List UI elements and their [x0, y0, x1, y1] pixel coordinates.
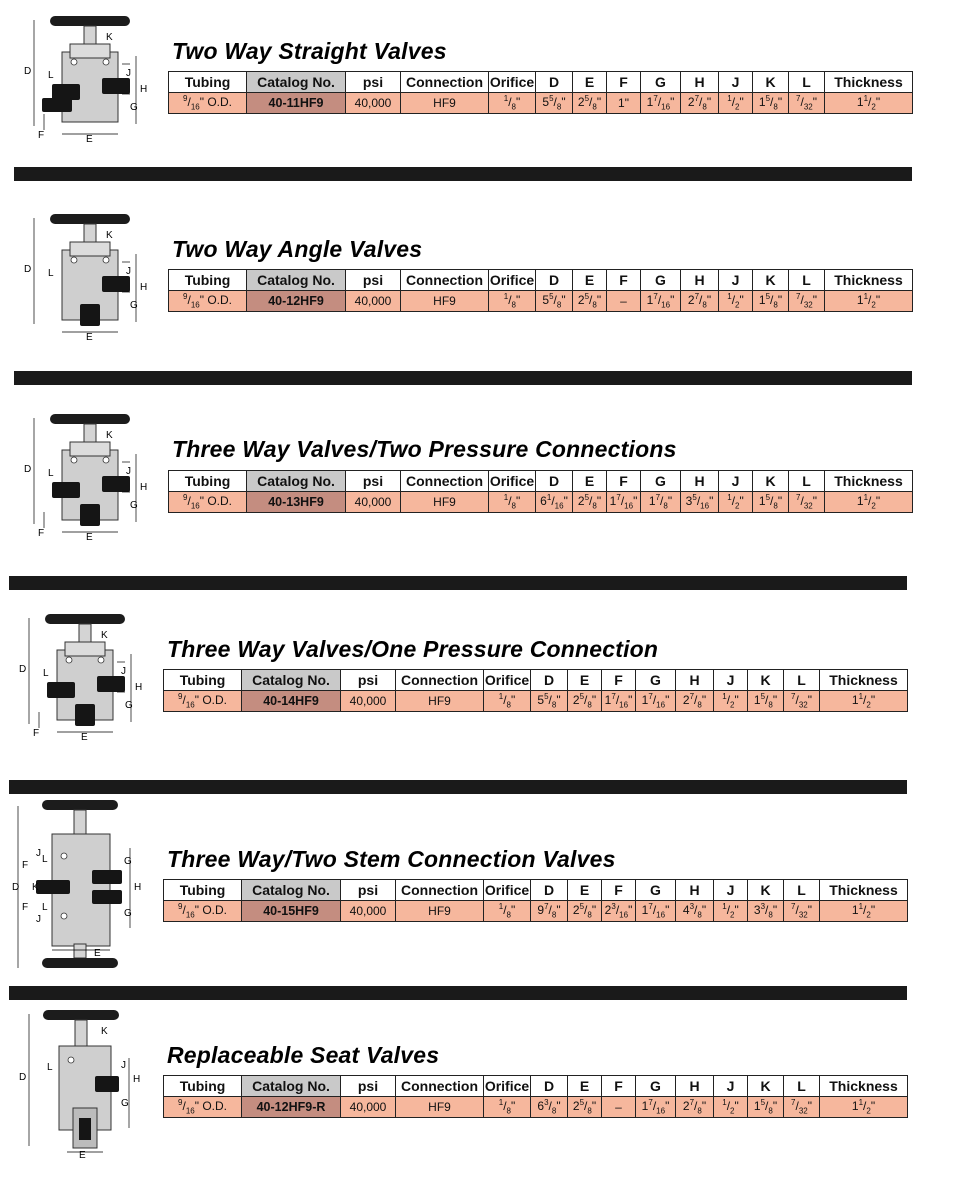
- dimension-label: E: [86, 532, 93, 543]
- column-header-connection: Connection: [396, 880, 484, 901]
- bolt-hole: [98, 657, 104, 663]
- column-header-j: J: [714, 670, 748, 691]
- port-fitting: [92, 890, 122, 904]
- port-fitting: [80, 304, 100, 326]
- valve-diagram: [22, 14, 162, 144]
- dimension-label: G: [125, 700, 133, 711]
- port-fitting: [52, 482, 80, 498]
- bonnet: [70, 242, 110, 256]
- cell-catalog-no: 40-15HF9: [242, 901, 341, 922]
- dimension-label: D: [12, 882, 20, 893]
- cell-d: $6^1/_{16}$": [536, 492, 573, 513]
- dimension-label: D: [19, 1072, 27, 1083]
- column-header-thickness: Thickness: [825, 471, 913, 492]
- cell-k: $1^5/_8$": [753, 291, 789, 312]
- table-header-row: [169, 471, 913, 492]
- dimension-label: K: [106, 430, 113, 441]
- column-header-e: E: [568, 1076, 602, 1097]
- dimension-label: L: [42, 854, 48, 865]
- dimension-label: K: [101, 630, 108, 641]
- column-header-catalog-no: Catalog No.: [247, 270, 346, 291]
- table-row: [169, 492, 913, 513]
- column-header-thickness: Thickness: [825, 72, 913, 93]
- cell-e: $2^5/_8$": [573, 291, 607, 312]
- column-header-g: G: [641, 471, 681, 492]
- port-fitting: [47, 682, 75, 698]
- cell-k: $1^5/_8$": [753, 492, 789, 513]
- cell-d: $5^5/_8$": [536, 291, 573, 312]
- column-header-j: J: [714, 1076, 748, 1097]
- cell-thickness: $1^1/_2$": [825, 492, 913, 513]
- column-header-f: F: [602, 1076, 636, 1097]
- cell-d: $5^5/_8$": [536, 93, 573, 114]
- column-header-orifice: Orifice: [489, 270, 536, 291]
- cell-l: $^7/_{32}$": [789, 93, 825, 114]
- column-header-e: E: [573, 270, 607, 291]
- cell-psi: 40,000: [341, 1097, 396, 1118]
- column-header-d: D: [531, 1076, 568, 1097]
- column-header-l: L: [784, 880, 820, 901]
- cell-d: $9^7/_8$": [531, 901, 568, 922]
- cell-e: $2^5/_8$": [568, 1097, 602, 1118]
- port-fitting: [92, 870, 122, 884]
- dimension-label: J: [121, 666, 126, 677]
- cell-tubing: $^9/_{16}$" O.D.: [169, 93, 247, 114]
- table-header-row: [169, 72, 913, 93]
- bolt-hole: [103, 457, 109, 463]
- cell-connection: HF9: [396, 901, 484, 922]
- dimension-label: L: [48, 70, 54, 81]
- dimension-label: F: [38, 130, 45, 141]
- column-header-h: H: [681, 471, 719, 492]
- cell-catalog-no: 40-14HF9: [242, 691, 341, 712]
- valve-diagram: [22, 212, 162, 342]
- column-header-d: D: [536, 270, 573, 291]
- cell-l: $^7/_{32}$": [789, 492, 825, 513]
- cell-f: $2^3/_{16}$": [602, 901, 636, 922]
- column-header-f: F: [607, 270, 641, 291]
- column-header-connection: Connection: [396, 670, 484, 691]
- section-title: Two Way Angle Valves: [172, 236, 423, 262]
- dimension-label: L: [43, 668, 49, 679]
- cell-catalog-no: 40-12HF9: [247, 291, 346, 312]
- cell-l: $^7/_{32}$": [784, 1097, 820, 1118]
- table-header-row: [164, 1076, 908, 1097]
- column-header-f: F: [607, 471, 641, 492]
- cell-e: $2^5/_8$": [568, 691, 602, 712]
- dimension-label: E: [79, 1150, 86, 1158]
- column-header-catalog-no: Catalog No.: [247, 471, 346, 492]
- column-header-psi: psi: [346, 471, 401, 492]
- dimension-label: G: [124, 908, 132, 919]
- column-header-f: F: [607, 72, 641, 93]
- column-header-tubing: Tubing: [164, 670, 242, 691]
- column-header-catalog-no: Catalog No.: [242, 1076, 341, 1097]
- cell-orifice: $^1/_8$": [489, 291, 536, 312]
- port-fitting: [97, 676, 125, 692]
- cell-k: $1^5/_8$": [748, 691, 784, 712]
- cell-tubing: $^9/_{16}$" O.D.: [169, 291, 247, 312]
- cell-connection: HF9: [396, 1097, 484, 1118]
- dimension-label: J: [121, 1060, 126, 1071]
- column-header-thickness: Thickness: [820, 670, 908, 691]
- column-header-j: J: [714, 880, 748, 901]
- section-divider: [9, 780, 907, 794]
- cell-l: $^7/_{32}$": [784, 901, 820, 922]
- column-header-psi: psi: [341, 880, 396, 901]
- cell-d: $6^3/_8$": [531, 1097, 568, 1118]
- column-header-psi: psi: [341, 1076, 396, 1097]
- column-header-k: K: [753, 72, 789, 93]
- column-header-thickness: Thickness: [820, 1076, 908, 1097]
- table-header-row: [164, 880, 908, 901]
- cell-f: $1^7/_{16}$": [602, 691, 636, 712]
- column-header-catalog-no: Catalog No.: [242, 880, 341, 901]
- column-header-k: K: [753, 471, 789, 492]
- port-fitting: [75, 704, 95, 726]
- column-header-k: K: [748, 1076, 784, 1097]
- column-header-e: E: [568, 670, 602, 691]
- column-header-tubing: Tubing: [169, 270, 247, 291]
- dimension-label: H: [140, 482, 148, 493]
- cell-g: $1^7/_8$": [641, 492, 681, 513]
- cell-j: $^1/_2$": [714, 691, 748, 712]
- port-fitting: [102, 78, 130, 94]
- cell-thickness: $1^1/_2$": [825, 291, 913, 312]
- dimension-label: E: [94, 948, 101, 959]
- column-header-orifice: Orifice: [489, 72, 536, 93]
- bonnet: [70, 44, 110, 58]
- column-header-tubing: Tubing: [169, 72, 247, 93]
- cell-catalog-no: 40-11HF9: [247, 93, 346, 114]
- dimension-label: K: [32, 882, 39, 893]
- handle-bar: [45, 614, 125, 624]
- column-header-e: E: [573, 72, 607, 93]
- bolt-hole: [61, 913, 67, 919]
- column-header-f: F: [602, 670, 636, 691]
- cell-l: $^7/_{32}$": [784, 691, 820, 712]
- cell-j: $^1/_2$": [719, 93, 753, 114]
- column-header-h: H: [676, 880, 714, 901]
- column-header-connection: Connection: [401, 471, 489, 492]
- column-header-e: E: [568, 880, 602, 901]
- column-header-connection: Connection: [396, 1076, 484, 1097]
- section-divider: [14, 371, 912, 385]
- column-header-g: G: [641, 72, 681, 93]
- cell-e: $2^5/_8$": [573, 492, 607, 513]
- bolt-hole: [71, 59, 77, 65]
- cell-g: $1^7/_{16}$": [636, 691, 676, 712]
- cell-h: $2^7/_8$": [681, 93, 719, 114]
- dimension-label: L: [48, 468, 54, 479]
- table-row: [169, 93, 913, 114]
- section-divider: [9, 576, 907, 590]
- cell-f: $1^7/_{16}$": [607, 492, 641, 513]
- handle-bar: [50, 16, 130, 26]
- column-header-g: G: [636, 880, 676, 901]
- dimension-label: G: [121, 1098, 129, 1109]
- dimension-label: F: [38, 528, 45, 539]
- dimension-label: G: [130, 102, 138, 113]
- cell-h: $2^7/_8$": [681, 291, 719, 312]
- cell-orifice: $^1/_8$": [484, 691, 531, 712]
- dimension-label: G: [124, 856, 132, 867]
- dimension-label: J: [126, 68, 131, 79]
- bolt-hole: [103, 257, 109, 263]
- cell-h: $2^7/_8$": [676, 1097, 714, 1118]
- cell-k: $1^5/_8$": [753, 93, 789, 114]
- cell-orifice: $^1/_8$": [484, 1097, 531, 1118]
- column-header-catalog-no: Catalog No.: [247, 72, 346, 93]
- column-header-thickness: Thickness: [820, 880, 908, 901]
- cell-catalog-no: 40-12HF9-R: [242, 1097, 341, 1118]
- bonnet: [65, 642, 105, 656]
- dimension-label: L: [47, 1062, 53, 1073]
- column-header-tubing: Tubing: [164, 880, 242, 901]
- column-header-catalog-no: Catalog No.: [242, 670, 341, 691]
- cell-f: –: [602, 1097, 636, 1118]
- section-divider: [14, 167, 912, 181]
- spec-table: [163, 879, 908, 922]
- cell-tubing: $^9/_{16}$" O.D.: [164, 901, 242, 922]
- valve-diagram: [17, 1008, 157, 1158]
- port-fitting: [102, 476, 130, 492]
- port-fitting: [36, 880, 70, 894]
- column-header-thickness: Thickness: [825, 270, 913, 291]
- handle-bar: [50, 214, 130, 224]
- handle-bar: [42, 958, 118, 968]
- column-header-j: J: [719, 270, 753, 291]
- column-header-j: J: [719, 72, 753, 93]
- cell-g: $1^7/_{16}$": [636, 901, 676, 922]
- column-header-f: F: [602, 880, 636, 901]
- section-divider: [9, 986, 907, 1000]
- column-header-g: G: [636, 1076, 676, 1097]
- dimension-label: D: [24, 66, 32, 77]
- column-header-l: L: [789, 72, 825, 93]
- port-fitting: [42, 98, 72, 112]
- bolt-hole: [103, 59, 109, 65]
- cell-orifice: $^1/_8$": [484, 901, 531, 922]
- column-header-g: G: [636, 670, 676, 691]
- column-header-d: D: [536, 471, 573, 492]
- cell-psi: 40,000: [346, 492, 401, 513]
- dimension-label: D: [24, 264, 32, 275]
- section-title: Replaceable Seat Valves: [167, 1042, 440, 1068]
- cell-tubing: $^9/_{16}$" O.D.: [164, 1097, 242, 1118]
- dimension-label: L: [48, 268, 54, 279]
- spec-table: [168, 269, 913, 312]
- column-header-j: J: [719, 471, 753, 492]
- cell-h: $2^7/_8$": [676, 691, 714, 712]
- dimension-label: J: [126, 266, 131, 277]
- dimension-label: H: [140, 84, 148, 95]
- port-fitting: [52, 84, 80, 100]
- table-row: [164, 1097, 908, 1118]
- cell-connection: HF9: [401, 492, 489, 513]
- column-header-k: K: [748, 670, 784, 691]
- cell-thickness: $1^1/_2$": [825, 93, 913, 114]
- column-header-connection: Connection: [401, 270, 489, 291]
- handle-bar: [43, 1010, 119, 1020]
- table-header-row: [169, 270, 913, 291]
- seat-port: [79, 1118, 91, 1140]
- cell-orifice: $^1/_8$": [489, 492, 536, 513]
- cell-psi: 40,000: [346, 93, 401, 114]
- bolt-hole: [71, 457, 77, 463]
- cell-psi: 40,000: [341, 691, 396, 712]
- cell-thickness: $1^1/_2$": [820, 691, 908, 712]
- cell-catalog-no: 40-13HF9: [247, 492, 346, 513]
- dimension-label: G: [130, 500, 138, 511]
- column-header-psi: psi: [341, 670, 396, 691]
- column-header-orifice: Orifice: [484, 880, 531, 901]
- column-header-h: H: [676, 1076, 714, 1097]
- column-header-orifice: Orifice: [489, 471, 536, 492]
- column-header-l: L: [789, 270, 825, 291]
- valve-stem: [74, 944, 86, 958]
- column-header-e: E: [573, 471, 607, 492]
- column-header-orifice: Orifice: [484, 670, 531, 691]
- dimension-label: L: [42, 902, 48, 913]
- dimension-label: E: [86, 332, 93, 342]
- handle-bar: [42, 800, 118, 810]
- dimension-label: J: [36, 914, 41, 925]
- cell-j: $^1/_2$": [714, 901, 748, 922]
- dimension-label: E: [86, 134, 93, 144]
- valve-diagram: [12, 798, 162, 978]
- table-row: [164, 691, 908, 712]
- cell-h: $4^3/_8$": [676, 901, 714, 922]
- cell-tubing: $^9/_{16}$" O.D.: [164, 691, 242, 712]
- cell-thickness: $1^1/_2$": [820, 1097, 908, 1118]
- port-fitting: [102, 276, 130, 292]
- column-header-connection: Connection: [401, 72, 489, 93]
- column-header-d: D: [531, 670, 568, 691]
- cell-f: –: [607, 291, 641, 312]
- column-header-psi: psi: [346, 270, 401, 291]
- dimension-label: K: [106, 32, 113, 43]
- column-header-d: D: [531, 880, 568, 901]
- handle-bar: [50, 414, 130, 424]
- cell-j: $^1/_2$": [714, 1097, 748, 1118]
- spec-table: [163, 1075, 908, 1118]
- cell-h: $3^5/_{16}$": [681, 492, 719, 513]
- column-header-l: L: [784, 670, 820, 691]
- table-header-row: [164, 670, 908, 691]
- cell-thickness: $1^1/_2$": [820, 901, 908, 922]
- dimension-label: D: [24, 464, 32, 475]
- valve-stem: [74, 810, 86, 836]
- section-title: Three Way/Two Stem Connection Valves: [167, 846, 616, 872]
- cell-tubing: $^9/_{16}$" O.D.: [169, 492, 247, 513]
- cell-k: $3^3/_8$": [748, 901, 784, 922]
- cell-psi: 40,000: [346, 291, 401, 312]
- cell-connection: HF9: [401, 93, 489, 114]
- cell-j: $^1/_2$": [719, 291, 753, 312]
- port-fitting: [95, 1076, 119, 1092]
- bolt-hole: [71, 257, 77, 263]
- column-header-h: H: [681, 270, 719, 291]
- bolt-hole: [66, 657, 72, 663]
- column-header-k: K: [748, 880, 784, 901]
- dimension-label: J: [36, 848, 41, 859]
- dimension-label: H: [134, 882, 142, 893]
- spec-table: [168, 470, 913, 513]
- column-header-h: H: [676, 670, 714, 691]
- dimension-label: K: [101, 1026, 108, 1037]
- cell-g: $1^7/_{16}$": [641, 93, 681, 114]
- cell-orifice: $^1/_8$": [489, 93, 536, 114]
- cell-connection: HF9: [396, 691, 484, 712]
- bonnet: [70, 442, 110, 456]
- dimension-label: F: [22, 902, 29, 913]
- dimension-label: F: [22, 860, 29, 871]
- cell-d: $5^5/_8$": [531, 691, 568, 712]
- dimension-label: H: [140, 282, 148, 293]
- dimension-label: H: [133, 1074, 141, 1085]
- bolt-hole: [61, 853, 67, 859]
- cell-f: 1": [607, 93, 641, 114]
- dimension-label: D: [19, 664, 27, 675]
- section-title: Three Way Valves/Two Pressure Connections: [172, 436, 677, 462]
- port-fitting: [80, 504, 100, 526]
- valve-stem: [75, 1020, 87, 1046]
- dimension-label: K: [106, 230, 113, 241]
- dimension-label: H: [135, 682, 143, 693]
- cell-connection: HF9: [401, 291, 489, 312]
- table-row: [169, 291, 913, 312]
- cell-g: $1^7/_{16}$": [636, 1097, 676, 1118]
- cell-e: $2^5/_8$": [568, 901, 602, 922]
- column-header-l: L: [789, 471, 825, 492]
- column-header-tubing: Tubing: [169, 471, 247, 492]
- column-header-k: K: [753, 270, 789, 291]
- cell-e: $2^5/_8$": [573, 93, 607, 114]
- column-header-tubing: Tubing: [164, 1076, 242, 1097]
- bolt-hole: [68, 1057, 74, 1063]
- cell-g: $1^7/_{16}$": [641, 291, 681, 312]
- dimension-label: G: [130, 300, 138, 311]
- dimension-label: E: [81, 732, 88, 743]
- spec-table: [163, 669, 908, 712]
- cell-psi: 40,000: [341, 901, 396, 922]
- cell-j: $^1/_2$": [719, 492, 753, 513]
- column-header-h: H: [681, 72, 719, 93]
- table-row: [164, 901, 908, 922]
- spec-table: [168, 71, 913, 114]
- valve-diagram: [22, 412, 162, 547]
- cell-l: $^7/_{32}$": [789, 291, 825, 312]
- section-title: Two Way Straight Valves: [172, 38, 447, 64]
- valve-diagram: [17, 612, 157, 747]
- column-header-d: D: [536, 72, 573, 93]
- section-title: Three Way Valves/One Pressure Connection: [167, 636, 659, 662]
- dimension-label: F: [33, 728, 40, 739]
- column-header-g: G: [641, 270, 681, 291]
- dimension-label: J: [126, 466, 131, 477]
- column-header-orifice: Orifice: [484, 1076, 531, 1097]
- cell-k: $1^5/_8$": [748, 1097, 784, 1118]
- column-header-l: L: [784, 1076, 820, 1097]
- column-header-psi: psi: [346, 72, 401, 93]
